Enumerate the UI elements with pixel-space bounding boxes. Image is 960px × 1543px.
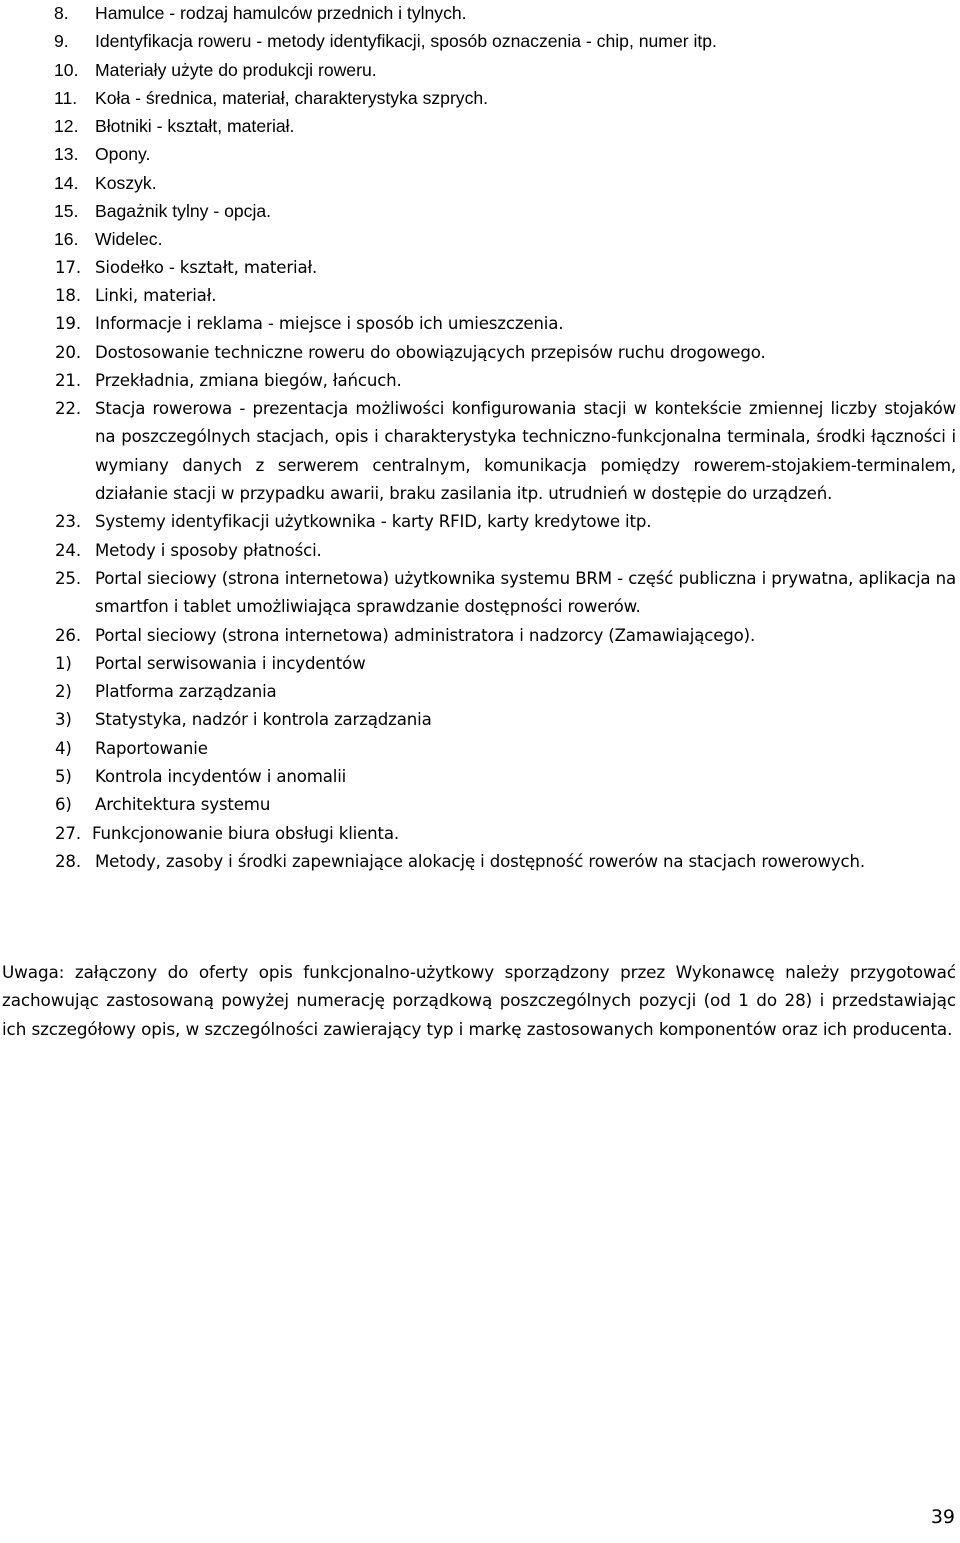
list-item-number: 17. — [55, 257, 81, 277]
list-item-text: Portal serwisowania i incydentów — [95, 653, 366, 673]
list-item-text: Przekładnia, zmiana biegów, łańcuch. — [95, 370, 402, 390]
list-item-number: 14. — [54, 172, 79, 193]
list-item-text: Informacje i reklama - miejsce i sposób ich umieszczenia. — [95, 314, 564, 334]
list-item-text: Materiały użyte do produkcji roweru. — [95, 59, 377, 80]
list-item-text: Bagażnik tylny - opcja. — [95, 201, 272, 222]
list-item-text: Identyfikacja roweru - metody identyfikacji, sposób oznaczenia - chip, numer itp. — [95, 31, 717, 52]
list-item-number: 27. — [55, 823, 81, 843]
list-item — [0, 339, 956, 367]
list-item-text: Hamulce - rodzaj hamulców przednich i tylnych. — [95, 3, 467, 23]
list-item-text: Raportowanie — [95, 738, 208, 758]
list-item — [0, 225, 956, 253]
list-item-number: 11. — [54, 87, 78, 108]
list-item-text: Platforma zarządzania — [95, 682, 277, 702]
list-item-text: Systemy identyfikacji użytkownika - karty RFID, karty kredytowe itp. — [95, 512, 652, 532]
list-item-number: 3) — [55, 710, 72, 730]
list-item — [0, 735, 956, 763]
list-item-number: 25. — [55, 568, 81, 588]
list-item-text: Widelec. — [95, 229, 163, 250]
list-item-number: 21. — [55, 370, 81, 390]
list-item-text: Siodełko - kształt, materiał. — [95, 257, 318, 277]
note-paragraph: Uwaga: załączony do oferty opis funkcjonalno-użytkowy sporządzony przez Wykonawcę należy przygotować zachowując zastosowaną powyżej numerację porządkową poszczególnych pozycji (od 1 do 28) i przedstawiając ich szczegółowy opis, w szczególności zawierający typ i markę zastosowanych komponentów oraz ich producenta. — [2, 962, 956, 1039]
list-item-text: Portal sieciowy (strona internetowa) administratora i nadzorcy (Zamawiającego). — [95, 625, 756, 645]
list-item-text: Funkcjonowanie biura obsługi klienta. — [92, 823, 400, 843]
list-item-text: Błotniki - kształt, materiał. — [95, 116, 295, 137]
list-item-number: 24. — [55, 540, 81, 560]
list-item — [0, 848, 956, 876]
list-item — [0, 282, 956, 310]
list-item-number: 26. — [55, 625, 81, 645]
list-item-text: Linki, materiał. — [95, 285, 217, 305]
list-item — [0, 27, 956, 55]
list-item — [0, 169, 956, 197]
list-item — [0, 650, 956, 678]
list-item — [0, 820, 956, 848]
list-item — [0, 537, 956, 565]
list-item — [0, 0, 956, 27]
list-item-number: 20. — [55, 342, 81, 362]
list-item-text: Statystyka, nadzór i kontrola zarządzania — [95, 710, 432, 730]
list-item-number: 18. — [55, 285, 81, 305]
list-item-number: 2) — [55, 682, 72, 702]
list-item-number: 10. — [54, 59, 79, 80]
list-item — [0, 791, 956, 819]
list-item-number: 22. — [55, 399, 81, 419]
list-item — [0, 763, 956, 791]
list-item — [0, 508, 956, 536]
list-item-text: Kontrola incydentów i anomalii — [95, 767, 347, 787]
list-item-number: 8. — [54, 3, 69, 23]
list-item-number: 6) — [55, 795, 72, 815]
list-item-text: Koła - średnica, materiał, charakterystyka szprych. — [95, 87, 489, 108]
list-item — [0, 565, 956, 622]
list-item-number: 12. — [54, 116, 79, 137]
list-item-number: 13. — [54, 144, 79, 165]
list-item-number: 23. — [55, 512, 81, 532]
list-item-text: Opony. — [95, 144, 151, 165]
list-item-text: Koszyk. — [95, 172, 157, 193]
list-item-number: 28. — [55, 851, 81, 871]
list-item-number: 5) — [55, 767, 72, 787]
list-item — [0, 622, 956, 650]
list-item-number: 4) — [55, 738, 72, 758]
list-item-number: 15. — [54, 201, 79, 222]
list-item-text: Dostosowanie techniczne roweru do obowiązujących przepisów ruchu drogowego. — [95, 342, 766, 362]
list-item-number: 16. — [54, 229, 79, 250]
list-item — [0, 367, 956, 395]
list-item — [0, 84, 956, 112]
list-item-text: Metody, zasoby i środki zapewniające alokację i dostępność rowerów na stacjach rowerowych. — [95, 851, 865, 871]
list-item-text: Portal sieciowy (strona internetowa) użytkownika systemu BRM - część publiczna i prywatna, aplikacja na smartfon i tablet umożliwiająca sprawdzanie dostępności rowerów. — [95, 568, 956, 617]
list-item — [0, 197, 956, 225]
list-item — [0, 254, 956, 282]
list-item-text: Metody i sposoby płatności. — [95, 540, 322, 560]
list-item — [0, 395, 956, 508]
list-item-number: 9. — [54, 31, 69, 52]
page-number: 39 — [930, 1506, 955, 1528]
list-item-number: 19. — [55, 314, 81, 334]
list-item-number: 1) — [55, 653, 72, 673]
list-item-text: Architektura systemu — [95, 795, 271, 815]
list-item — [0, 310, 956, 338]
list-item — [0, 112, 956, 140]
list-item — [0, 678, 956, 706]
list-item — [0, 56, 956, 84]
list-item — [0, 706, 956, 734]
list-item — [0, 140, 956, 168]
list-item-text: Stacja rowerowa - prezentacja możliwości konfigurowania stacji w kontekście zmiennej liczby stojaków na poszczególnych stacjach, opis i charakterystyka techniczno-funkcjonalna terminala, środki łączności i wymiany danych z serwerem centralnym, komunikacja pomiędzy rowerem-stojakiem-terminalem, działanie stacji w przypadku awarii, braku zasilania itp. utrudnień w dostępie do urządzeń. — [95, 399, 956, 504]
